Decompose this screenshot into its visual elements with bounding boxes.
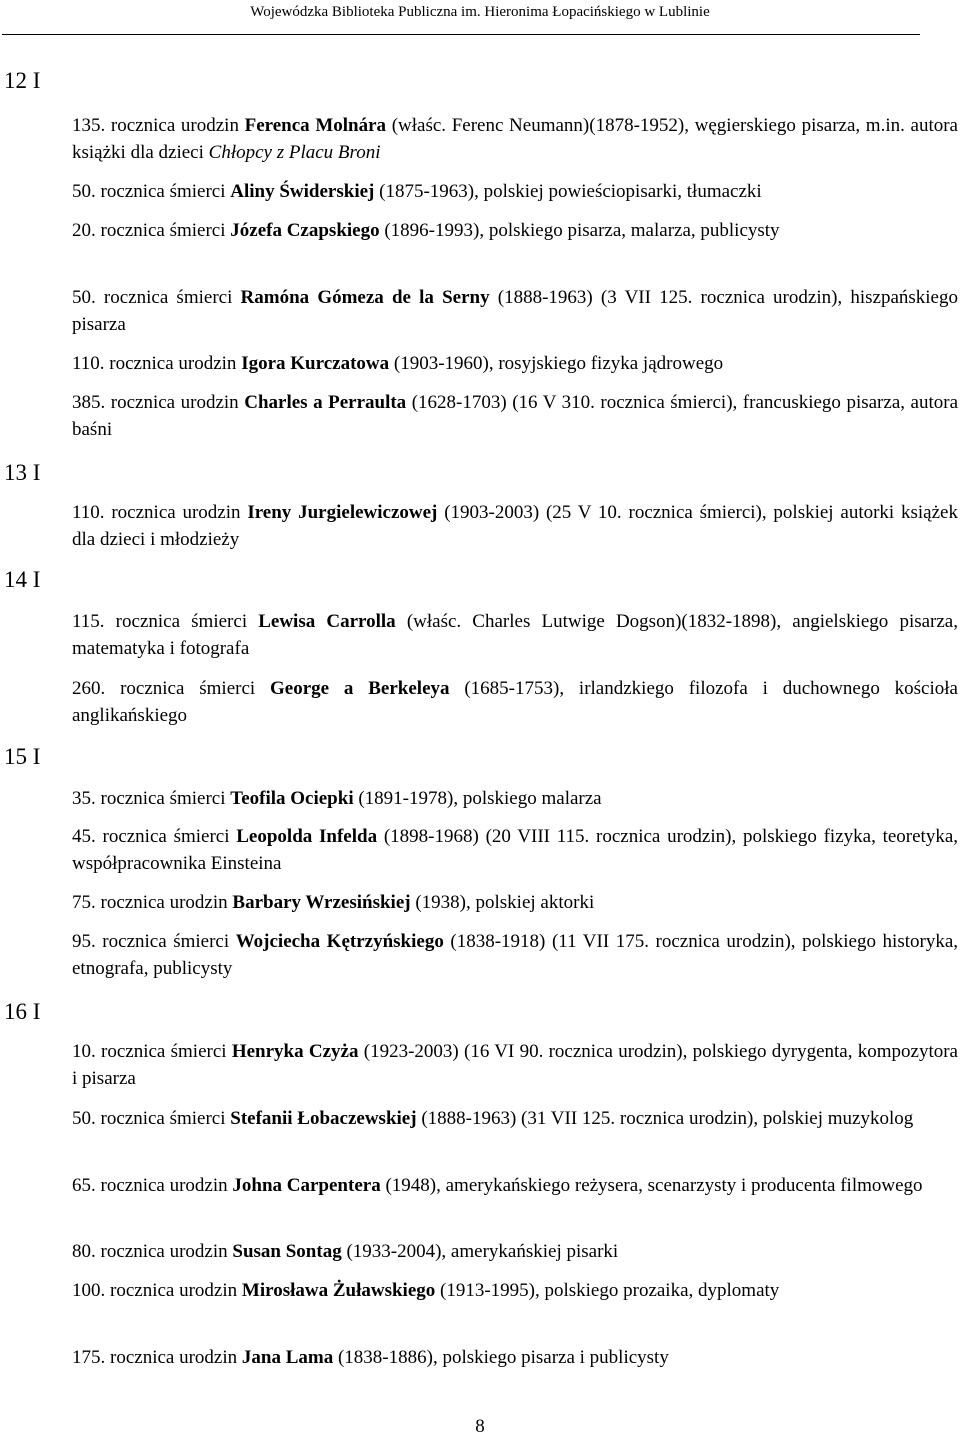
anniversary-entry: 110. rocznica urodzin Igora Kurczatowa (1903-1960), rosyjskiego fizyka jądrowego bbox=[72, 353, 724, 374]
anniversary-entry: 115. rocznica śmierci Lewisa Carrolla (właśc. Charles Lutwige Dogson)(1832-1898), angielskiego pisarza, matematyka i fotografa bbox=[72, 611, 958, 659]
person-name: Leopolda Infelda bbox=[236, 826, 378, 847]
anniversary-entry: 10. rocznica śmierci Henryka Czyża (1923-2003) (16 VI 90. rocznica urodzin), polskiego dyrygenta, kompozytora i pisarza bbox=[72, 1041, 958, 1089]
anniversary-entry: 65. rocznica urodzin Johna Carpentera (1948), amerykańskiego reżysera, scenarzysty i producenta filmowego bbox=[72, 1175, 923, 1196]
person-name: Aliny Świderskiej bbox=[230, 181, 375, 202]
anniversary-entry: 50. rocznica śmierci Aliny Świderskiej (1875-1963), polskiej powieściopisarki, tłumaczki bbox=[72, 181, 762, 202]
person-name: Ramóna Gómeza de la Serny bbox=[240, 287, 490, 308]
person-name: Johna Carpentera bbox=[232, 1175, 381, 1196]
anniversary-entry: 75. rocznica urodzin Barbary Wrzesińskiej (1938), polskiej aktorki bbox=[72, 892, 595, 913]
person-name: George a Berkeleya bbox=[270, 678, 450, 699]
anniversary-entry: 260. rocznica śmierci George a Berkeleya (1685-1753), irlandzkiego filozofa i duchownego kościoła anglikańskiego bbox=[72, 678, 958, 726]
anniversary-entry: 100. rocznica urodzin Mirosława Żuławskiego (1913-1995), polskiego prozaika, dyplomaty bbox=[72, 1280, 780, 1301]
anniversary-entry: 95. rocznica śmierci Wojciecha Kętrzyńskiego (1838-1918) (11 VII 175. rocznica urodzin), polskiego historyka, etnografa, publicysty bbox=[72, 931, 959, 979]
page-number: 8 bbox=[475, 1416, 485, 1437]
anniversary-entry: 20. rocznica śmierci Józefa Czapskiego (1896-1993), polskiego pisarza, malarza, publicysty bbox=[72, 220, 780, 241]
anniversary-entry: 80. rocznica urodzin Susan Sontag (1933-2004), amerykańskiej pisarki bbox=[72, 1241, 619, 1262]
anniversary-entry: 385. rocznica urodzin Charles a Perraulta (1628-1703) (16 V 310. rocznica śmierci), francuskiego pisarza, autora baśni bbox=[72, 392, 958, 440]
anniversary-entry: 50. rocznica śmierci Stefanii Łobaczewskiej (1888-1963) (31 VII 125. rocznica urodzin), polskiej muzykolog bbox=[72, 1108, 914, 1129]
person-name: Charles a Perraulta bbox=[244, 392, 407, 413]
date-label: 16 I bbox=[4, 999, 41, 1024]
anniversary-entry: 175. rocznica urodzin Jana Lama (1838-1886), polskiego pisarza i publicysty bbox=[72, 1347, 669, 1368]
person-name: Wojciecha Kętrzyńskiego bbox=[235, 931, 444, 952]
person-name: Barbary Wrzesińskiej bbox=[232, 892, 411, 913]
person-name: Teofila Ociepki bbox=[230, 788, 354, 809]
header-divider bbox=[2, 34, 920, 35]
date-label: 13 I bbox=[4, 460, 41, 485]
date-label: 15 I bbox=[4, 744, 41, 769]
date-label: 12 I bbox=[4, 68, 41, 93]
person-name: Mirosława Żuławskiego bbox=[241, 1280, 436, 1301]
person-name: Lewisa Carrolla bbox=[258, 611, 396, 632]
anniversary-entry: 110. rocznica urodzin Ireny Jurgielewiczowej (1903-2003) (25 V 10. rocznica śmierci), polskiej autorki książek dla dzieci i młodzieży bbox=[72, 502, 958, 550]
person-name: Henryka Czyża bbox=[231, 1041, 359, 1062]
person-name: Jana Lama bbox=[241, 1347, 334, 1368]
anniversary-entry: 135. rocznica urodzin Ferenca Molnára (właśc. Ferenc Neumann)(1878-1952), węgierskiego pisarza, m.in. autora książki dla dzieci Chłopcy z Placu Broni bbox=[72, 115, 958, 163]
anniversary-entry: 45. rocznica śmierci Leopolda Infelda (1898-1968) (20 VIII 115. rocznica urodzin), polskiego fizyka, teoretyka, współpracownika Einsteina bbox=[72, 826, 958, 874]
book-title: Chłopcy z Placu Broni bbox=[208, 142, 381, 163]
anniversary-entry: 35. rocznica śmierci Teofila Ociepki (1891-1978), polskiego malarza bbox=[72, 788, 602, 809]
person-name: Susan Sontag bbox=[232, 1241, 342, 1262]
anniversary-entry: 50. rocznica śmierci Ramóna Gómeza de la Serny (1888-1963) (3 VII 125. rocznica urodzin), hiszpańskiego pisarza bbox=[72, 287, 958, 335]
person-name: Józefa Czapskiego bbox=[230, 220, 380, 241]
person-name: Ireny Jurgielewiczowej bbox=[247, 502, 438, 523]
person-name: Ferenca Molnára bbox=[244, 115, 387, 136]
date-label: 14 I bbox=[4, 567, 41, 592]
page-header: Wojewódzka Biblioteka Publiczna im. Hieronima Łopacińskiego w Lublinie bbox=[250, 4, 710, 20]
person-name: Igora Kurczatowa bbox=[241, 353, 390, 374]
person-name: Stefanii Łobaczewskiej bbox=[230, 1108, 417, 1129]
